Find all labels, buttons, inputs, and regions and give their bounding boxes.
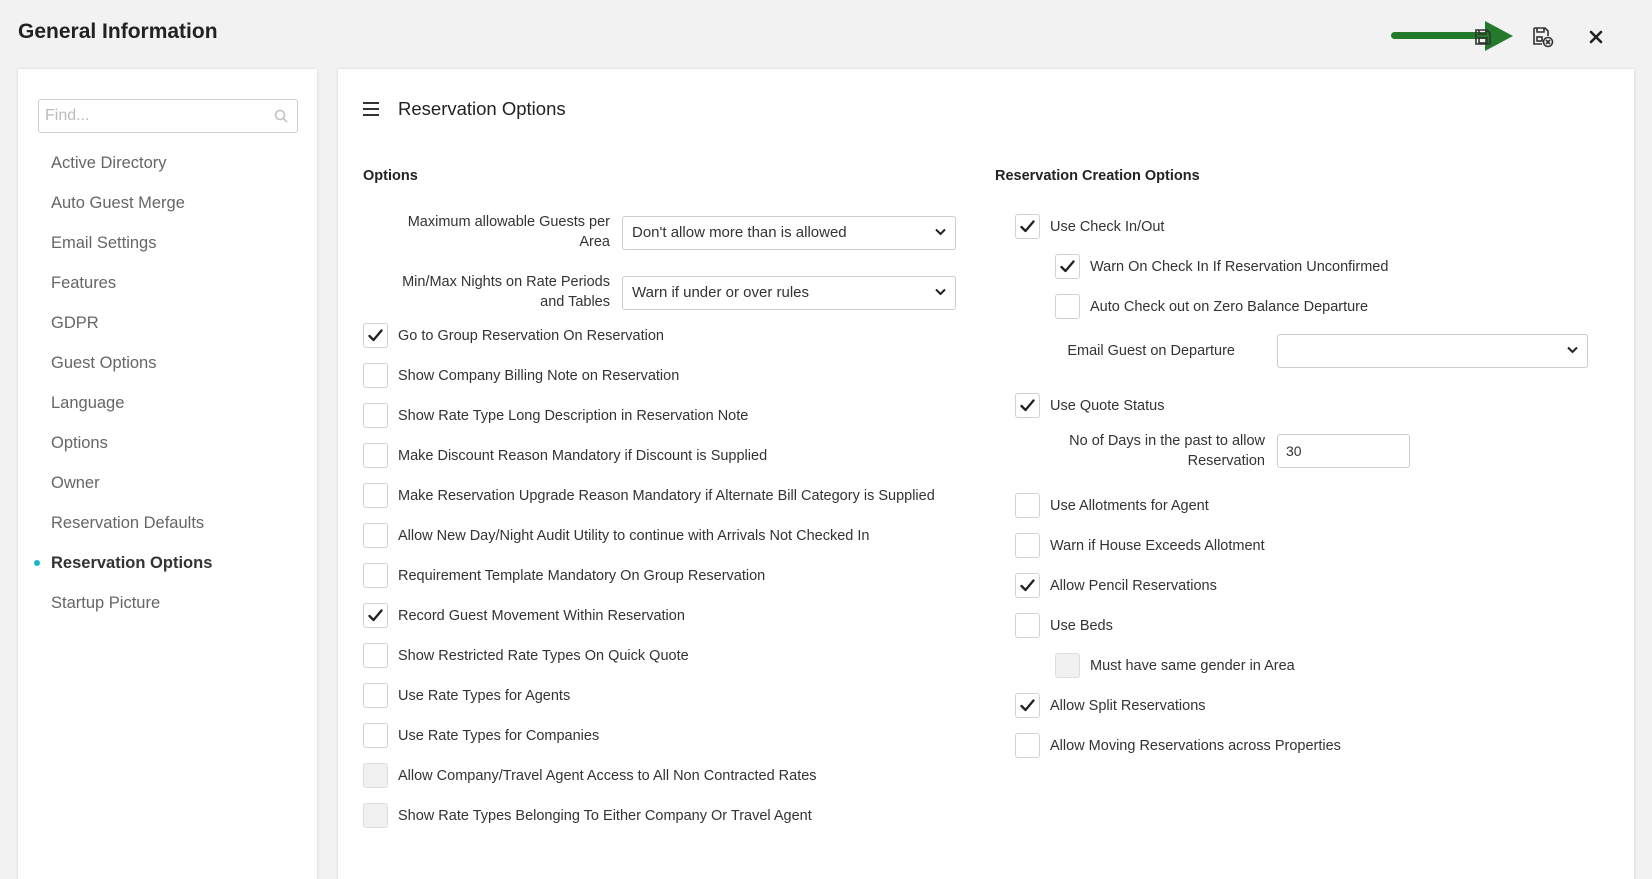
max-guests-label: Maximum allowable Guests per Area — [407, 214, 610, 250]
save-icon — [1474, 28, 1492, 46]
email-guest-select[interactable] — [1277, 334, 1588, 368]
option-checkbox-row — [363, 683, 570, 708]
use-quote-status-checkbox[interactable] — [1015, 393, 1040, 418]
checkmark-icon — [1020, 220, 1035, 233]
option-checkbox-row — [363, 403, 748, 428]
option-checkbox[interactable] — [363, 523, 388, 548]
sidebar-item-language[interactable]: Language — [51, 394, 125, 412]
sidebar-item-options[interactable]: Options — [51, 434, 108, 452]
allow-split-option — [1015, 693, 1206, 718]
use-check-in-out-checkbox[interactable] — [1015, 214, 1040, 239]
option-checkbox-row — [363, 443, 767, 468]
main-panel — [338, 69, 1634, 879]
warn-unconfirmed-checkbox[interactable] — [1055, 254, 1080, 279]
allow-moving-checkbox[interactable] — [1015, 733, 1040, 758]
checkmark-icon — [1020, 699, 1035, 712]
chevron-down-icon — [935, 288, 946, 296]
max-guests-select[interactable] — [622, 216, 956, 250]
option-checkbox[interactable] — [363, 723, 388, 748]
warn-house-option — [1015, 533, 1265, 558]
sidebar-item-features[interactable]: Features — [51, 274, 117, 292]
option-checkbox-label: Show Rate Types Belonging To Either Company Or Travel Agent — [398, 807, 812, 824]
option-checkbox-row — [363, 603, 685, 628]
option-checkbox-label: Show Restricted Rate Types On Quick Quote — [398, 647, 689, 664]
search-input[interactable] — [39, 100, 297, 132]
option-checkbox[interactable] — [363, 403, 388, 428]
save-button[interactable] — [1470, 24, 1496, 50]
sidebar-item-guest-options[interactable]: Guest Options — [51, 354, 157, 372]
option-checkbox-row — [363, 483, 935, 508]
option-checkbox[interactable] — [363, 483, 388, 508]
option-checkbox[interactable] — [363, 683, 388, 708]
option-checkbox-label: Show Rate Type Long Description in Reservation Note — [398, 407, 749, 424]
use-allotments-option — [1015, 493, 1209, 518]
option-checkbox-label: Make Discount Reason Mandatory if Discount is Supplied — [398, 447, 768, 464]
use-beds-option — [1015, 613, 1113, 638]
save-close-icon — [1532, 26, 1554, 48]
use-allotments-checkbox[interactable] — [1015, 493, 1040, 518]
days-past-label: No of Days in the past to allow Reservation — [1069, 433, 1265, 469]
option-checkbox-row — [363, 723, 599, 748]
use-beds-checkbox[interactable] — [1015, 613, 1040, 638]
option-checkbox-row — [363, 523, 869, 548]
option-checkbox[interactable] — [363, 323, 388, 348]
option-checkbox-row — [363, 563, 765, 588]
allow-split-label: Allow Split Reservations — [1050, 697, 1206, 714]
option-checkbox-row — [363, 803, 812, 828]
use-allotments-label: Use Allotments for Agent — [1050, 497, 1209, 514]
sidebar-item-auto-guest-merge[interactable]: Auto Guest Merge — [51, 194, 185, 212]
page-title: General Information — [18, 20, 218, 43]
warn-unconfirmed-label: Warn On Check In If Reservation Unconfirmed — [1090, 258, 1389, 275]
min-max-nights-value: Warn if under or over rules — [632, 284, 810, 301]
search-icon — [274, 109, 288, 123]
use-quote-status-option — [1015, 393, 1164, 418]
close-icon — [1589, 30, 1603, 44]
option-checkbox-row — [363, 363, 679, 388]
option-checkbox-label: Allow Company/Travel Agent Access to All Non Contracted Rates — [398, 767, 817, 784]
max-guests-value: Don't allow more than is allowed — [632, 224, 847, 241]
checkmark-icon — [368, 329, 383, 342]
checkmark-icon — [1060, 260, 1075, 273]
checkmark-icon — [1020, 399, 1035, 412]
checkmark-icon — [1020, 579, 1035, 592]
email-guest-label: Email Guest on Departure — [1067, 343, 1235, 359]
same-gender-option — [1055, 653, 1295, 678]
warn-house-label: Warn if House Exceeds Allotment — [1050, 537, 1265, 554]
sidebar-nav — [18, 143, 317, 623]
sidebar-item-active-directory[interactable]: Active Directory — [51, 154, 167, 172]
sidebar-item-email-settings[interactable]: Email Settings — [51, 234, 157, 252]
allow-moving-option — [1015, 733, 1341, 758]
allow-pencil-option — [1015, 573, 1217, 598]
auto-check-out-checkbox[interactable] — [1055, 294, 1080, 319]
option-checkbox-label: Record Guest Movement Within Reservation — [398, 607, 685, 624]
same-gender-label: Must have same gender in Area — [1090, 657, 1295, 674]
warn-house-checkbox[interactable] — [1015, 533, 1040, 558]
option-checkbox[interactable] — [363, 643, 388, 668]
auto-check-out-label: Auto Check out on Zero Balance Departure — [1090, 298, 1369, 315]
warn-unconfirmed-option — [1055, 254, 1388, 279]
option-checkbox — [363, 803, 388, 828]
option-checkbox-label: Make Reservation Upgrade Reason Mandatory if Alternate Bill Category is Supplied — [398, 487, 935, 504]
option-checkbox-label: Requirement Template Mandatory On Group Reservation — [398, 567, 766, 584]
option-checkbox[interactable] — [363, 363, 388, 388]
days-past-input[interactable]: 30 — [1277, 434, 1410, 468]
auto-check-out-option — [1055, 294, 1368, 319]
min-max-nights-select[interactable] — [622, 276, 956, 310]
options-heading: Options — [363, 168, 418, 184]
sidebar-item-startup-picture[interactable]: Startup Picture — [51, 594, 161, 612]
chevron-down-icon — [935, 228, 946, 236]
use-check-in-out-option — [1015, 214, 1164, 239]
search-box — [38, 99, 298, 133]
option-checkbox[interactable] — [363, 563, 388, 588]
option-checkbox-label: Go to Group Reservation On Reservation — [398, 327, 664, 344]
option-checkbox — [363, 763, 388, 788]
option-checkbox-row — [363, 323, 664, 348]
creation-heading: Reservation Creation Options — [995, 168, 1200, 184]
option-checkbox-label: Use Rate Types for Agents — [398, 687, 571, 704]
use-check-in-out-label: Use Check In/Out — [1050, 218, 1165, 235]
menu-icon[interactable] — [363, 102, 379, 116]
option-checkbox-row — [363, 763, 817, 788]
section-title: Reservation Options — [398, 98, 566, 119]
allow-pencil-checkbox[interactable] — [1015, 573, 1040, 598]
allow-pencil-label: Allow Pencil Reservations — [1050, 577, 1217, 594]
same-gender-checkbox — [1055, 653, 1080, 678]
sidebar — [18, 69, 317, 879]
option-checkbox[interactable] — [363, 443, 388, 468]
option-checkbox-label: Show Company Billing Note on Reservation — [398, 367, 680, 384]
sidebar-item-reservation-options[interactable]: Reservation Options — [18, 543, 317, 583]
chevron-down-icon — [1567, 346, 1578, 354]
save-and-close-button[interactable] — [1530, 24, 1556, 50]
option-checkbox[interactable] — [363, 603, 388, 628]
sidebar-item-owner[interactable]: Owner — [51, 474, 100, 492]
checkmark-icon — [368, 609, 383, 622]
use-quote-status-label: Use Quote Status — [1050, 397, 1165, 414]
option-checkbox-row — [363, 643, 689, 668]
top-actions — [1322, 18, 1652, 54]
sidebar-item-reservation-defaults[interactable]: Reservation Defaults — [51, 514, 205, 532]
close-button[interactable] — [1583, 24, 1609, 50]
option-checkbox-label: Use Rate Types for Companies — [398, 727, 600, 744]
sidebar-item-gdpr[interactable]: GDPR — [51, 314, 99, 332]
min-max-nights-label: Min/Max Nights on Rate Periods and Tables — [402, 274, 610, 310]
allow-split-checkbox[interactable] — [1015, 693, 1040, 718]
allow-moving-label: Allow Moving Reservations across Properties — [1050, 737, 1341, 754]
option-checkbox-label: Allow New Day/Night Audit Utility to continue with Arrivals Not Checked In — [398, 527, 870, 544]
use-beds-label: Use Beds — [1050, 617, 1113, 634]
